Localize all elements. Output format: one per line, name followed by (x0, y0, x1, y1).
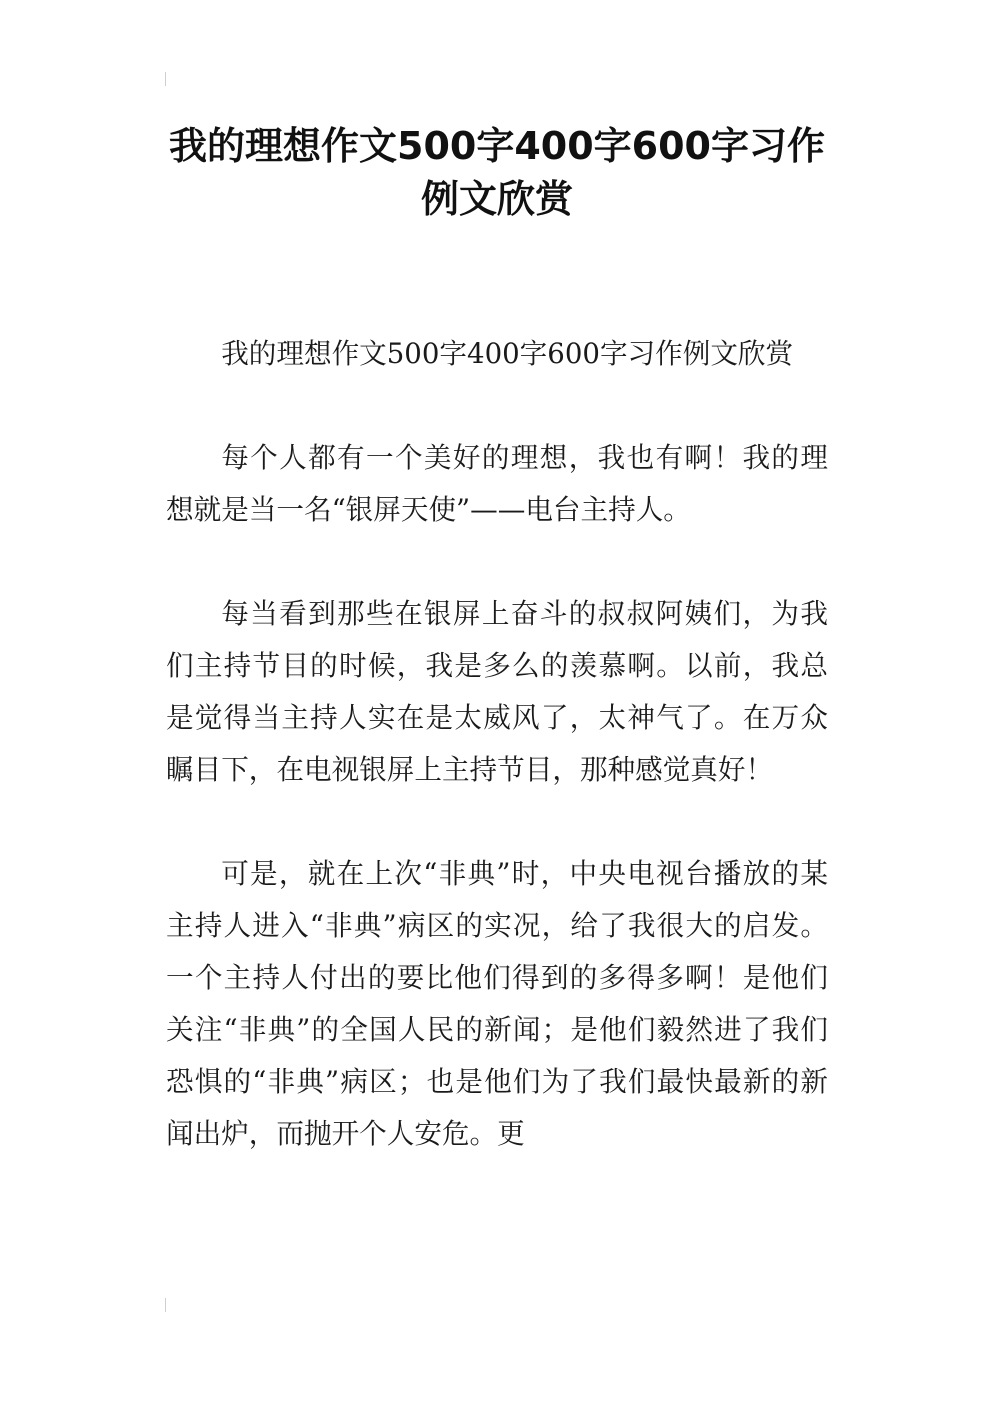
document-body (166, 328, 828, 1212)
paragraph-2: 每当看到那些在银屏上奋斗的叔叔阿姨们，为我们主持节目的时候，我是多么的羡慕啊。以前，我总是觉得当主持人实在是太威风了，太神气了。在万众瞩目下，在电视银屏上主持节目，那种感觉真好！ (166, 597, 828, 786)
paragraph-1: 每个人都有一个美好的理想，我也有啊！我的理想就是当一名“银屏天使”——电台主持人。 (166, 441, 828, 526)
paragraph-subtitle: 我的理想作文500字400字600字习作例文欣赏 (221, 337, 794, 370)
bottom-margin-mark (165, 1298, 166, 1312)
paragraph-3: 可是，就在上次“非典”时，中央电视台播放的某主持人进入“非典”病区的实况，给了我很大的启发。一个主持人付出的要比他们得到的多得多啊！是他们关注“非典”的全国人民的新闻；是他们毅然进了我们恐惧的“非典”病区；也是他们为了我们最快最新的新闻出炉，而抛开个人安危。更 (166, 857, 828, 1150)
document-title: 我的理想作文500字400字600字习作例文欣赏 (169, 124, 825, 221)
top-margin-mark (165, 72, 166, 86)
